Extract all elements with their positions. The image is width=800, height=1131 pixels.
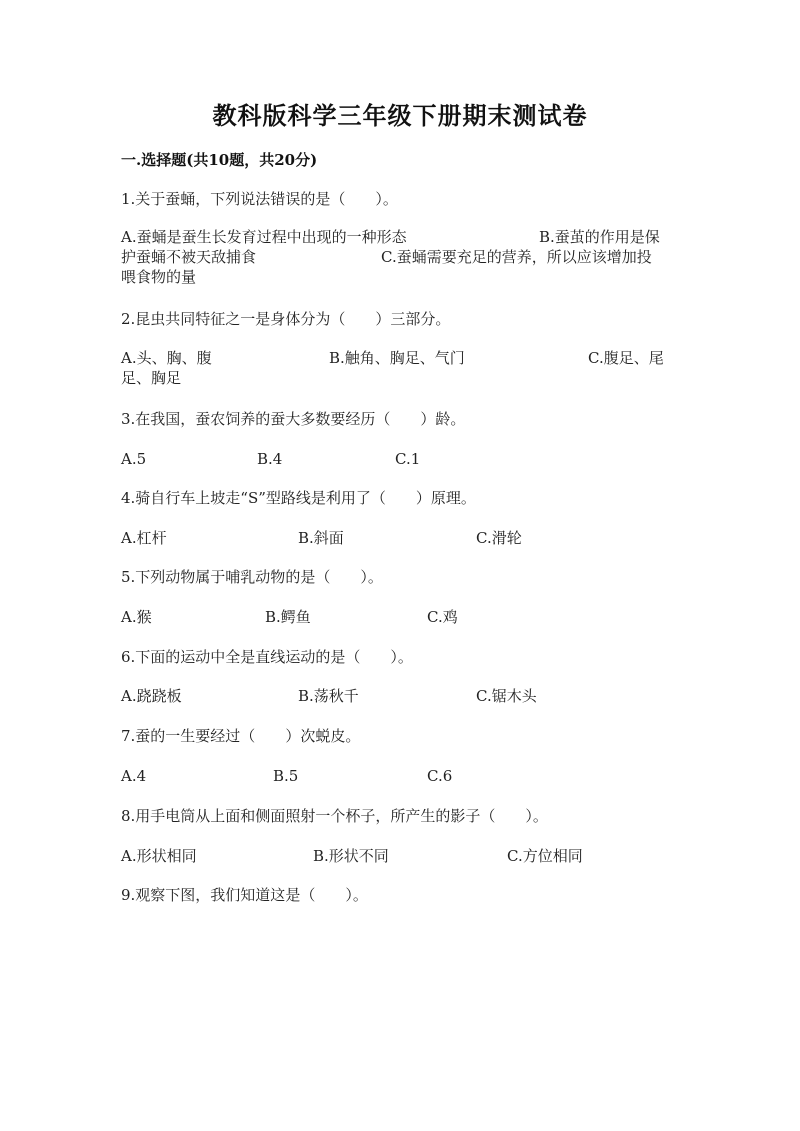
options-line bbox=[121, 267, 681, 287]
question-7: 7.蚕的一生要经过（ ）次蜕皮。 bbox=[121, 727, 361, 745]
option-c: C.鸡 bbox=[427, 608, 458, 626]
options-line bbox=[121, 846, 681, 866]
section-heading: 一.选择题(共10题，共20分) bbox=[121, 151, 318, 169]
question-5-options bbox=[121, 607, 681, 627]
option-c-continued: 喂食物的量 bbox=[121, 268, 197, 286]
option-b: B.斜面 bbox=[298, 529, 344, 547]
option-b: B.4 bbox=[257, 450, 283, 468]
question-2-options bbox=[121, 348, 681, 388]
option-b: B.鳄鱼 bbox=[265, 608, 311, 626]
option-c: C.蚕蛹需要充足的营养，所以应该增加投 bbox=[381, 248, 652, 266]
question-3: 3.在我国，蚕农饲养的蚕大多数要经历（ ）龄。 bbox=[121, 410, 466, 428]
option-c-continued: 足、胸足 bbox=[121, 369, 182, 387]
option-c: C.1 bbox=[395, 450, 421, 468]
options-line bbox=[121, 348, 681, 368]
option-b-continued: 护蚕蛹不被天敌捕食 bbox=[121, 248, 257, 266]
question-5: 5.下列动物属于哺乳动物的是（ ）。 bbox=[121, 568, 383, 586]
option-b: B.形状不同 bbox=[313, 847, 389, 865]
option-b: B.5 bbox=[273, 767, 299, 785]
option-a: A.蚕蛹是蚕生长发育过程中出现的一种形态 bbox=[121, 228, 407, 246]
options-line bbox=[121, 766, 681, 786]
question-4-options bbox=[121, 528, 681, 548]
question-6-options bbox=[121, 686, 681, 706]
option-a: A.4 bbox=[121, 767, 147, 785]
options-line bbox=[121, 449, 681, 469]
options-line bbox=[121, 686, 681, 706]
option-c: C.方位相同 bbox=[507, 847, 583, 865]
question-1: 1.关于蚕蛹，下列说法错误的是（ ）。 bbox=[121, 190, 398, 208]
question-8: 8.用手电筒从上面和侧面照射一个杯子，所产生的影子（ ）。 bbox=[121, 807, 548, 825]
question-7-options bbox=[121, 766, 681, 786]
options-line bbox=[121, 247, 681, 267]
options-line bbox=[121, 227, 681, 247]
options-line bbox=[121, 607, 681, 627]
exam-title: 教科版科学三年级下册期末测试卷 bbox=[212, 101, 588, 130]
option-b: B.蚕茧的作用是保 bbox=[539, 228, 660, 246]
option-a: A.形状相同 bbox=[121, 847, 197, 865]
options-line bbox=[121, 528, 681, 548]
option-a: A.头、胸、腹 bbox=[121, 349, 212, 367]
question-3-options bbox=[121, 449, 681, 469]
question-1-options bbox=[121, 227, 681, 287]
question-6: 6.下面的运动中全是直线运动的是（ ）。 bbox=[121, 648, 413, 666]
options-line bbox=[121, 368, 681, 388]
option-a: A.猴 bbox=[121, 608, 152, 626]
option-c: C.6 bbox=[427, 767, 453, 785]
option-a: A.杠杆 bbox=[121, 529, 167, 547]
question-9: 9.观察下图，我们知道这是（ ）。 bbox=[121, 886, 368, 904]
question-2: 2.昆虫共同特征之一是身体分为（ ）三部分。 bbox=[121, 310, 451, 328]
question-8-options bbox=[121, 846, 681, 866]
option-b: B.触角、胸足、气门 bbox=[329, 349, 465, 367]
option-c: C.滑轮 bbox=[476, 529, 522, 547]
question-4: 4.骑自行车上坡走“S”型路线是利用了（ ）原理。 bbox=[121, 489, 476, 507]
option-a: A.5 bbox=[121, 450, 147, 468]
option-a: A.跷跷板 bbox=[121, 687, 182, 705]
option-c: C.锯木头 bbox=[476, 687, 537, 705]
option-b: B.荡秋千 bbox=[298, 687, 359, 705]
option-c: C.腹足、尾 bbox=[588, 349, 664, 367]
